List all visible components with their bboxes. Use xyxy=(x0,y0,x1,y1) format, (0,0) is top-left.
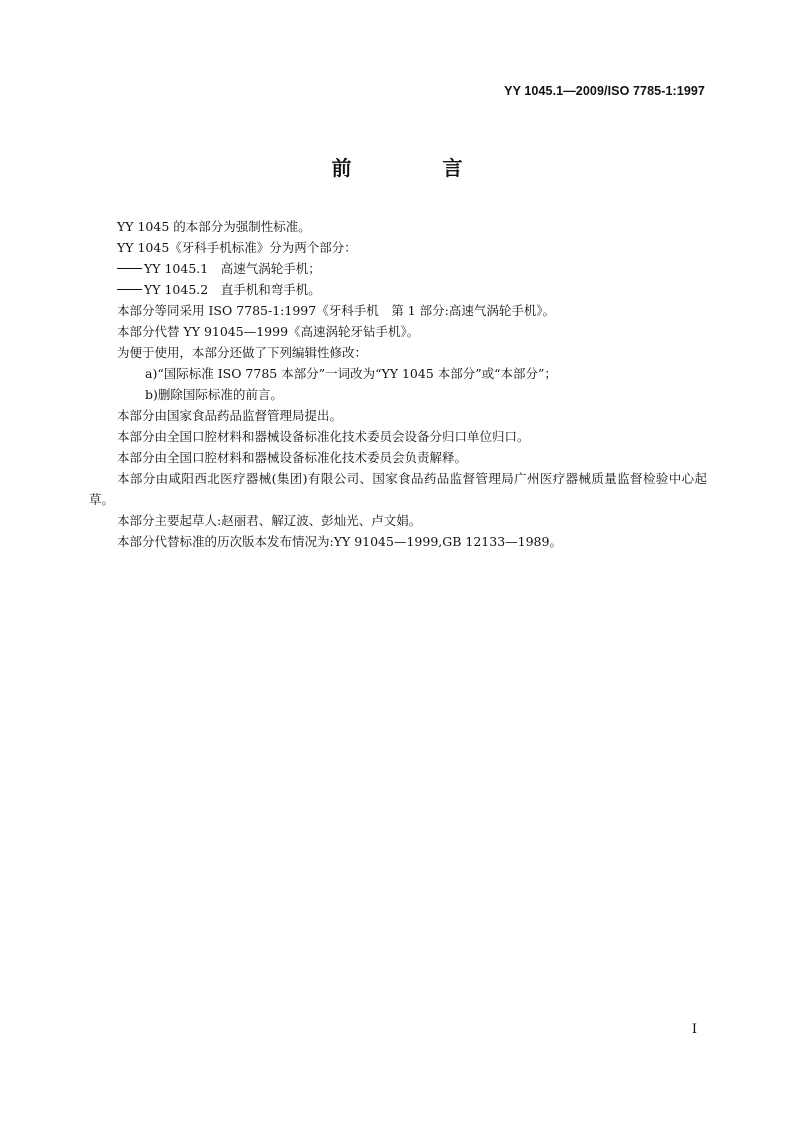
paragraph: 本部分由国家食品药品监督管理局提出。 xyxy=(117,408,343,423)
list-marker-b: b) xyxy=(145,387,158,402)
dash-list-item-text: YY 1045.2 直手机和弯手机。 xyxy=(144,282,321,297)
lettered-list-item xyxy=(89,384,707,405)
paragraph: YY 1045 的本部分为强制性标准。 xyxy=(117,219,311,234)
paragraph: YY 1045《牙科手机标准》分为两个部分： xyxy=(117,240,357,255)
page-title: 前 言 xyxy=(331,156,505,180)
standard-code: YY 1045.1—2009/ISO 7785-1:1997 xyxy=(504,84,705,98)
lettered-list-item xyxy=(89,363,707,384)
list-item-text: “国际标准 ISO 7785 本部分”一词改为“YY 1045 本部分”或“本部分”； xyxy=(157,366,557,381)
paragraph: 本部分由全国口腔材料和器械设备标准化技术委员会负责解释。 xyxy=(117,450,468,465)
list-item-text: 删除国际标准的前言。 xyxy=(157,387,283,402)
paragraph: 本部分等同采用 ISO 7785-1:1997《牙科手机 第 1 部分:高速气涡轮手机》。 xyxy=(117,303,556,318)
paragraph: 本部分由全国口腔材料和器械设备标准化技术委员会设备分归口单位归口。 xyxy=(117,429,530,444)
paragraph: 本部分由咸阳西北医疗器械(集团)有限公司、国家食品药品监督管理局广州医疗器械质量监督检验中心起草。 xyxy=(89,471,707,507)
page-number: I xyxy=(691,1022,697,1037)
foreword-body xyxy=(89,216,707,552)
dash-list-item xyxy=(89,279,707,300)
em-dash-icon xyxy=(117,268,142,269)
dash-list-item-text: YY 1045.1 高速气涡轮手机； xyxy=(144,261,321,276)
list-marker-a: a) xyxy=(145,366,158,381)
paragraph: 本部分主要起草人:赵丽君、解辽波、彭灿光、卢文娟。 xyxy=(117,513,422,528)
paragraph: 本部分代替 YY 91045—1999《高速涡轮牙钻手机》。 xyxy=(117,324,420,339)
paragraph: 为便于使用，本部分还做了下列编辑性修改： xyxy=(117,345,368,360)
dash-list-item xyxy=(89,258,707,279)
paragraph: 本部分代替标准的历次版本发布情况为:YY 91045—1999,GB 12133—1989。 xyxy=(117,534,562,549)
em-dash-icon xyxy=(117,289,142,290)
